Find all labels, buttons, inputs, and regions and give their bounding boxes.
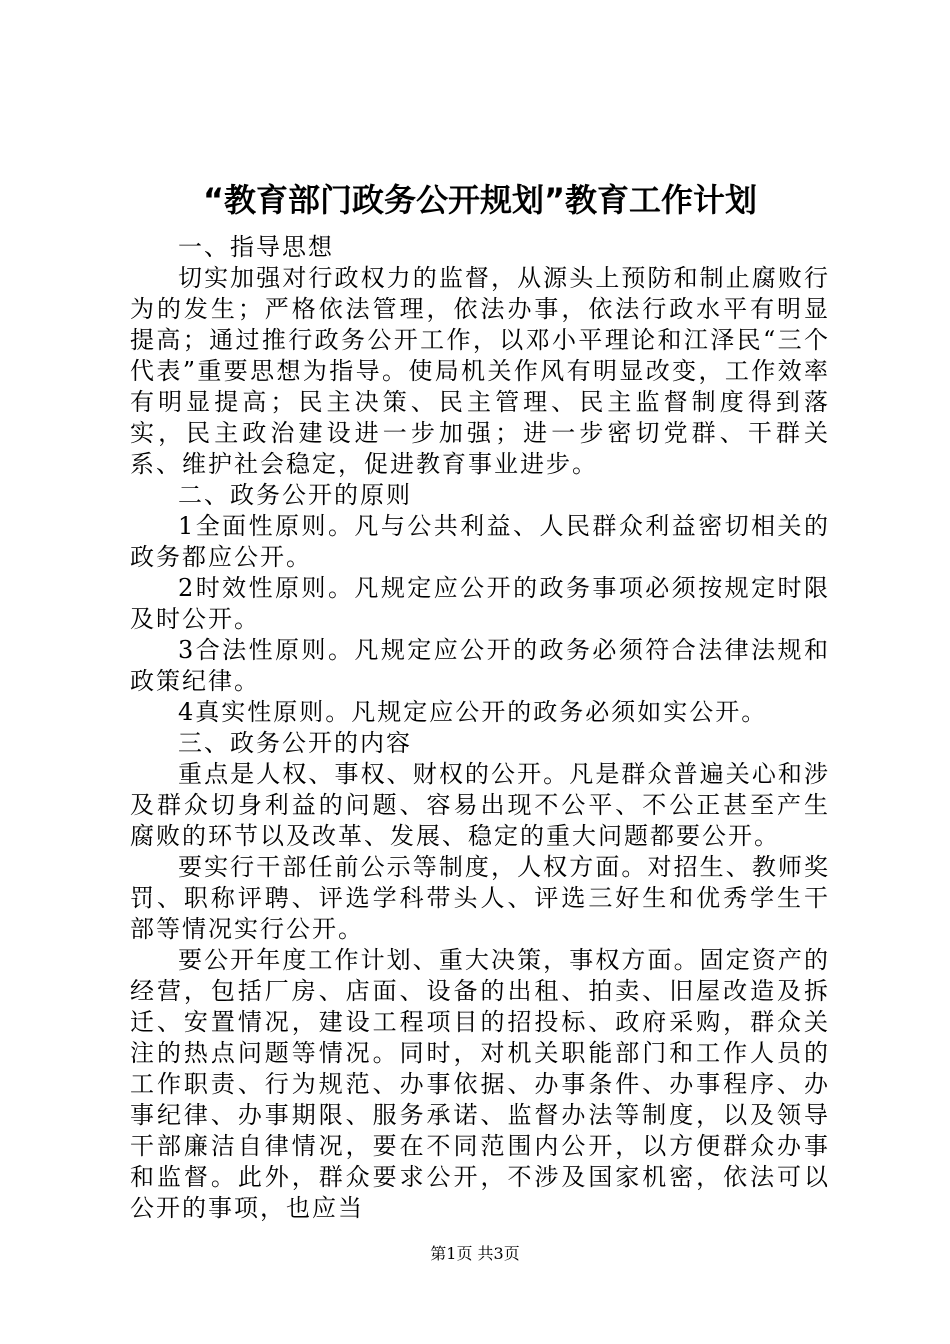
document-title: “教育部门政务公开规划”教育工作计划 [202, 181, 758, 219]
paragraph: 3合法性原则。凡规定应公开的政务必须符合法律法规和政策纪律。 [130, 636, 830, 695]
paragraph: 1全面性原则。凡与公共利益、人民群众利益密切相关的政务都应公开。 [130, 512, 830, 571]
section-heading: 三、政务公开的内容 [178, 729, 412, 757]
section-heading: 一、指导思想 [178, 233, 334, 261]
paragraph: 要公开年度工作计划、重大决策，事权方面。固定资产的经营，包括厂房、店面、设备的出租、拍卖、旧屋改造及拆迁、安置情况，建设工程项目的招投标、政府采购，群众关注的热点问题等情况。同时，对机关职能部门和工作人员的工作职责、行为规范、办事依据、办事条件、办事程序、办事纪律、办事期限、服务承诺、监督办法等制度，以及领导干部廉洁自律情况，要在不同范围内公开，以方便群众办事和监督。此外，群众要求公开，不涉及国家机密，依法可以公开的事项，也应当 [130, 946, 830, 1222]
page-footer: 第1页 共3页 [430, 1244, 520, 1263]
paragraph: 2时效性原则。凡规定应公开的政务事项必须按规定时限及时公开。 [130, 574, 830, 633]
paragraph: 重点是人权、事权、财权的公开。凡是群众普遍关心和涉及群众切身利益的问题、容易出现不公平、不公正甚至产生腐败的环节以及改革、发展、稳定的重大问题都要公开。 [130, 760, 830, 850]
document-body [130, 232, 830, 1224]
section-heading: 二、政务公开的原则 [178, 481, 412, 509]
paragraph: 要实行干部任前公示等制度，人权方面。对招生、教师奖罚、职称评聘、评选学科带头人、评选三好生和优秀学生干部等情况实行公开。 [130, 853, 830, 943]
paragraph: 4真实性原则。凡规定应公开的政务必须如实公开。 [178, 698, 768, 726]
paragraph: 切实加强对行政权力的监督，从源头上预防和制止腐败行为的发生；严格依法管理，依法办事，依法行政水平有明显提高；通过推行政务公开工作，以邓小平理论和江泽民“三个代表”重要思想为指导。使局机关作风有明显改变，工作效率有明显提高；民主决策、民主管理、民主监督制度得到落实，民主政治建设进一步加强；进一步密切党群、干群关系、维护社会稳定，促进教育事业进步。 [130, 264, 830, 478]
